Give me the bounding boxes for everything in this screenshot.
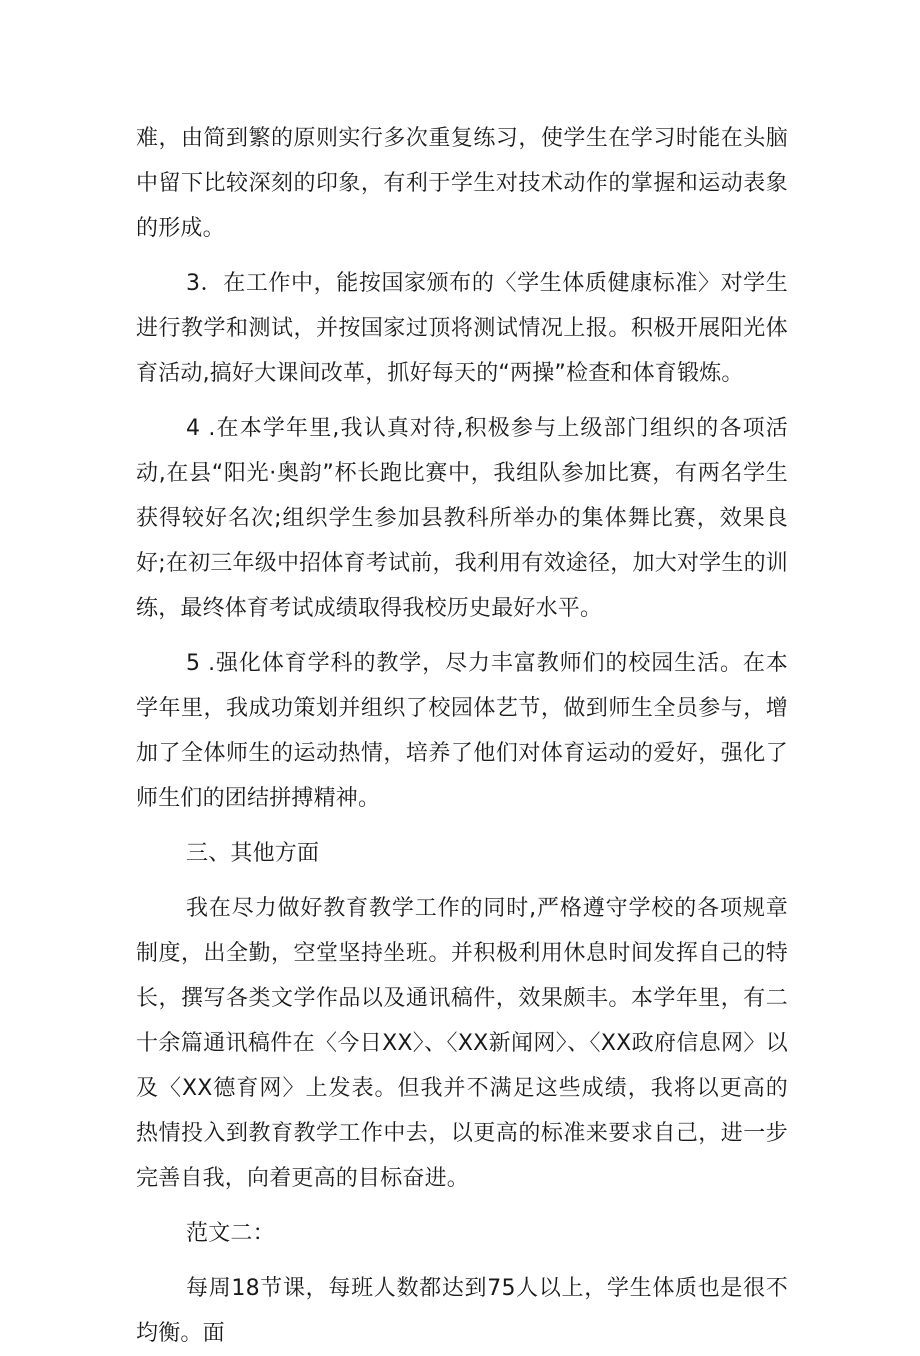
paragraph-continuation: 难，由简到繁的原则实行多次重复练习，使学生在学习时能在头脑中留下比较深刻的印象，有利于学生对技术动作的掌握和运动表象的形成。 xyxy=(136,126,788,241)
paragraph-item-3: 3．在工作中，能按国家颁布的〈学生体质健康标准〉对学生进行教学和测试，并按国家过顶将测试情况上报。积极开展阳光体育活动,搞好大课间改革，抓好每天的“两操”检查和体育锻炼。 xyxy=(136,271,788,386)
sample-heading-two: 范文二： xyxy=(186,1221,275,1246)
document-body xyxy=(136,116,788,1356)
section-heading-other: 三、其他方面 xyxy=(186,841,320,866)
paragraph-sample-two: 每周18节课，每班人数都达到75人以上，学生体质也是很不均衡。面 xyxy=(136,1276,788,1346)
paragraph-item-4: 4 .在本学年里,我认真对待,积极参与上级部门组织的各项活动,在县“阳光·奥韵”杯长跑比赛中，我组队参加比赛，有两名学生获得较好名次;组织学生参加县教科所举办的集体舞比赛，效果良好;在初三年级中招体育考试前，我利用有效途径，加大对学生的训练，最终体育考试成绩取得我校历史最好水平。 xyxy=(136,416,788,621)
paragraph-item-5: 5 .强化体育学科的教学，尽力丰富教师们的校园生活。在本学年里，我成功策划并组织了校园体艺节，做到师生全员参与，增加了全体师生的运动热情，培养了他们对体育运动的爱好，强化了师生们的团结拼搏精神。 xyxy=(136,651,788,811)
paragraph-other-aspects: 我在尽力做好教育教学工作的同时,严格遵守学校的各项规章制度，出全勤，空堂坚持坐班。并积极利用休息时间发挥自己的特长，撰写各类文学作品以及通讯稿件，效果颇丰。本学年里，有二十余篇通讯稿件在〈今日XX〉、〈XX新闻网〉、〈XX政府信息网〉以及〈XX德育网〉上发表。但我并不满足这些成绩，我将以更高的热情投入到教育教学工作中去，以更高的标准来要求自己，进一步完善自我，向着更高的目标奋进。 xyxy=(136,896,788,1191)
